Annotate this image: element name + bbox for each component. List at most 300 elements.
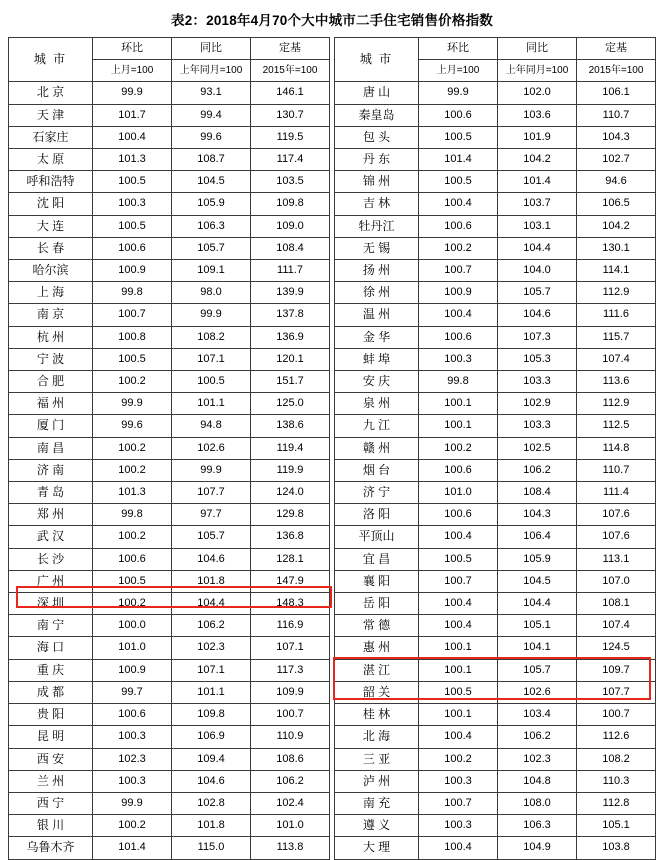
value-cell: 106.2	[172, 615, 251, 637]
table-head-right	[335, 38, 656, 82]
city-name-cell: 广 州	[9, 570, 93, 592]
table-row	[335, 770, 656, 792]
value-cell: 101.0	[93, 637, 172, 659]
city-name-cell: 合 肥	[9, 371, 93, 393]
value-cell: 99.9	[419, 82, 498, 104]
city-name-cell: 烟 台	[335, 459, 419, 481]
table-row	[335, 659, 656, 681]
table-row	[9, 149, 330, 171]
city-name-cell: 温 州	[335, 304, 419, 326]
value-cell: 100.4	[419, 526, 498, 548]
value-cell: 100.2	[93, 815, 172, 837]
value-cell: 105.7	[172, 526, 251, 548]
value-cell: 101.4	[498, 171, 577, 193]
value-cell: 100.5	[172, 371, 251, 393]
value-cell: 100.5	[419, 171, 498, 193]
city-name-cell: 济 南	[9, 459, 93, 481]
value-cell: 105.1	[577, 815, 656, 837]
value-cell: 112.9	[577, 282, 656, 304]
value-cell: 106.3	[498, 815, 577, 837]
value-cell: 100.2	[93, 593, 172, 615]
value-cell: 110.7	[577, 104, 656, 126]
value-cell: 100.4	[419, 304, 498, 326]
value-cell: 104.4	[172, 593, 251, 615]
table-row	[335, 593, 656, 615]
header-group-base-right: 定基	[577, 38, 656, 60]
table-row	[335, 171, 656, 193]
city-name-cell: 泉 州	[335, 393, 419, 415]
value-cell: 148.3	[251, 593, 330, 615]
table-row	[9, 681, 330, 703]
table-row	[335, 371, 656, 393]
value-cell: 99.9	[172, 459, 251, 481]
value-cell: 106.9	[172, 726, 251, 748]
value-cell: 105.7	[498, 282, 577, 304]
value-cell: 98.0	[172, 282, 251, 304]
value-cell: 100.4	[419, 615, 498, 637]
value-cell: 100.6	[93, 704, 172, 726]
city-name-cell: 乌鲁木齐	[9, 837, 93, 859]
header-group-yoy-left: 同比	[172, 38, 251, 60]
value-cell: 100.1	[419, 393, 498, 415]
value-cell: 103.5	[251, 171, 330, 193]
value-cell: 106.3	[172, 215, 251, 237]
value-cell: 103.4	[498, 704, 577, 726]
value-cell: 111.7	[251, 260, 330, 282]
city-name-cell: 南 昌	[9, 437, 93, 459]
value-cell: 100.6	[419, 504, 498, 526]
value-cell: 100.3	[93, 726, 172, 748]
city-name-cell: 锦 州	[335, 171, 419, 193]
value-cell: 100.2	[419, 437, 498, 459]
table-row	[9, 304, 330, 326]
city-name-cell: 沈 阳	[9, 193, 93, 215]
value-cell: 108.4	[498, 482, 577, 504]
table-head-left	[9, 38, 330, 82]
value-cell: 100.3	[419, 770, 498, 792]
value-cell: 100.6	[419, 104, 498, 126]
value-cell: 107.6	[577, 504, 656, 526]
value-cell: 100.2	[419, 237, 498, 259]
value-cell: 102.7	[577, 149, 656, 171]
value-cell: 100.6	[93, 237, 172, 259]
table-row	[9, 104, 330, 126]
value-cell: 109.9	[251, 681, 330, 703]
value-cell: 101.4	[419, 149, 498, 171]
value-cell: 99.8	[93, 504, 172, 526]
city-name-cell: 兰 州	[9, 770, 93, 792]
table-row	[335, 260, 656, 282]
value-cell: 102.8	[172, 792, 251, 814]
value-cell: 102.3	[172, 637, 251, 659]
page-title: 表2：2018年4月70个大中城市二手住宅销售价格指数	[171, 13, 493, 28]
city-name-cell: 泸 州	[335, 770, 419, 792]
value-cell: 104.3	[498, 504, 577, 526]
value-cell: 102.6	[172, 437, 251, 459]
city-name-cell: 呼和浩特	[9, 171, 93, 193]
table-row	[335, 193, 656, 215]
value-cell: 104.6	[172, 770, 251, 792]
value-cell: 130.1	[577, 237, 656, 259]
value-cell: 100.4	[93, 126, 172, 148]
table-row	[9, 593, 330, 615]
table-row	[9, 393, 330, 415]
value-cell: 102.5	[498, 437, 577, 459]
value-cell: 119.4	[251, 437, 330, 459]
city-name-cell: 三 亚	[335, 748, 419, 770]
value-cell: 102.3	[498, 748, 577, 770]
header-city-right: 城 市	[335, 38, 419, 82]
table-row	[335, 570, 656, 592]
value-cell: 100.7	[93, 304, 172, 326]
table-row	[335, 792, 656, 814]
value-cell: 100.5	[419, 548, 498, 570]
city-name-cell: 牡丹江	[335, 215, 419, 237]
value-cell: 100.4	[419, 837, 498, 859]
table-row	[9, 659, 330, 681]
city-name-cell: 昆 明	[9, 726, 93, 748]
value-cell: 100.7	[419, 260, 498, 282]
city-name-cell: 韶 关	[335, 681, 419, 703]
value-cell: 113.8	[251, 837, 330, 859]
table-row	[9, 171, 330, 193]
value-cell: 119.5	[251, 126, 330, 148]
header-city-left: 城 市	[9, 38, 93, 82]
value-cell: 113.6	[577, 371, 656, 393]
value-cell: 100.6	[419, 326, 498, 348]
table-row	[335, 815, 656, 837]
city-name-cell: 唐 山	[335, 82, 419, 104]
city-name-cell: 丹 东	[335, 149, 419, 171]
table-row	[335, 149, 656, 171]
table-row	[335, 482, 656, 504]
value-cell: 108.4	[251, 237, 330, 259]
value-cell: 103.3	[498, 371, 577, 393]
city-name-cell: 南 京	[9, 304, 93, 326]
value-cell: 101.1	[172, 393, 251, 415]
table-row	[335, 415, 656, 437]
value-cell: 138.6	[251, 415, 330, 437]
city-name-cell: 襄 阳	[335, 570, 419, 592]
value-cell: 103.8	[577, 837, 656, 859]
value-cell: 100.5	[93, 215, 172, 237]
table-row	[9, 615, 330, 637]
value-cell: 100.5	[93, 348, 172, 370]
value-cell: 108.6	[251, 748, 330, 770]
city-name-cell: 南 充	[335, 792, 419, 814]
value-cell: 147.9	[251, 570, 330, 592]
value-cell: 111.6	[577, 304, 656, 326]
city-name-cell: 石家庄	[9, 126, 93, 148]
value-cell: 109.1	[172, 260, 251, 282]
city-name-cell: 徐 州	[335, 282, 419, 304]
value-cell: 105.1	[498, 615, 577, 637]
value-cell: 110.7	[577, 459, 656, 481]
header-row-groups-right	[335, 38, 656, 60]
value-cell: 110.3	[577, 770, 656, 792]
value-cell: 102.6	[498, 681, 577, 703]
table-row	[335, 704, 656, 726]
table-row	[9, 260, 330, 282]
value-cell: 100.1	[419, 659, 498, 681]
table-row	[9, 126, 330, 148]
table-row	[335, 637, 656, 659]
value-cell: 100.6	[419, 459, 498, 481]
value-cell: 114.1	[577, 260, 656, 282]
table-row	[9, 459, 330, 481]
table-row	[9, 504, 330, 526]
value-cell: 103.3	[498, 415, 577, 437]
value-cell: 103.6	[498, 104, 577, 126]
value-cell: 99.8	[93, 282, 172, 304]
city-name-cell: 遵 义	[335, 815, 419, 837]
value-cell: 120.1	[251, 348, 330, 370]
value-cell: 106.5	[577, 193, 656, 215]
table-row	[335, 126, 656, 148]
value-cell: 104.8	[498, 770, 577, 792]
value-cell: 105.7	[172, 237, 251, 259]
city-name-cell: 武 汉	[9, 526, 93, 548]
table-body-right	[335, 82, 656, 859]
header-sub-base-left: 2015年=100	[251, 60, 330, 82]
table-row	[335, 459, 656, 481]
value-cell: 107.4	[577, 615, 656, 637]
city-name-cell: 大 连	[9, 215, 93, 237]
value-cell: 100.0	[93, 615, 172, 637]
value-cell: 130.7	[251, 104, 330, 126]
value-cell: 102.9	[498, 393, 577, 415]
value-cell: 101.0	[419, 482, 498, 504]
value-cell: 112.5	[577, 415, 656, 437]
header-sub-yoy-left: 上年同月=100	[172, 60, 251, 82]
value-cell: 100.5	[419, 126, 498, 148]
value-cell: 100.1	[419, 415, 498, 437]
value-cell: 99.4	[172, 104, 251, 126]
value-cell: 108.0	[498, 792, 577, 814]
table-row	[9, 748, 330, 770]
value-cell: 100.7	[251, 704, 330, 726]
value-cell: 106.2	[498, 459, 577, 481]
table-row	[335, 837, 656, 859]
value-cell: 101.3	[93, 482, 172, 504]
value-cell: 115.0	[172, 837, 251, 859]
table-row	[9, 326, 330, 348]
table-row	[9, 348, 330, 370]
value-cell: 106.1	[577, 82, 656, 104]
table-row	[9, 82, 330, 104]
value-cell: 139.9	[251, 282, 330, 304]
table-row	[9, 371, 330, 393]
city-name-cell: 秦皇岛	[335, 104, 419, 126]
value-cell: 105.9	[498, 548, 577, 570]
city-name-cell: 郑 州	[9, 504, 93, 526]
value-cell: 101.9	[498, 126, 577, 148]
city-name-cell: 桂 林	[335, 704, 419, 726]
table-row	[9, 792, 330, 814]
value-cell: 101.7	[93, 104, 172, 126]
city-name-cell: 北 京	[9, 82, 93, 104]
table-row	[335, 215, 656, 237]
table-row	[9, 570, 330, 592]
table-row	[9, 837, 330, 859]
city-name-cell: 贵 阳	[9, 704, 93, 726]
city-name-cell: 青 岛	[9, 482, 93, 504]
value-cell: 100.3	[93, 193, 172, 215]
city-name-cell: 海 口	[9, 637, 93, 659]
value-cell: 100.3	[419, 815, 498, 837]
value-cell: 94.8	[172, 415, 251, 437]
value-cell: 100.6	[419, 215, 498, 237]
value-cell: 100.4	[419, 726, 498, 748]
city-name-cell: 九 江	[335, 415, 419, 437]
value-cell: 101.4	[93, 837, 172, 859]
value-cell: 100.1	[419, 704, 498, 726]
value-cell: 100.3	[419, 348, 498, 370]
value-cell: 137.8	[251, 304, 330, 326]
city-name-cell: 扬 州	[335, 260, 419, 282]
price-index-table-right	[334, 37, 656, 860]
header-sub-mom-left: 上月=100	[93, 60, 172, 82]
value-cell: 111.4	[577, 482, 656, 504]
table-row	[335, 504, 656, 526]
value-cell: 107.1	[172, 659, 251, 681]
value-cell: 117.3	[251, 659, 330, 681]
value-cell: 136.8	[251, 526, 330, 548]
city-name-cell: 重 庆	[9, 659, 93, 681]
table-row	[335, 681, 656, 703]
value-cell: 100.5	[93, 570, 172, 592]
city-name-cell: 平顶山	[335, 526, 419, 548]
value-cell: 104.9	[498, 837, 577, 859]
table-row	[9, 548, 330, 570]
value-cell: 109.0	[251, 215, 330, 237]
value-cell: 151.7	[251, 371, 330, 393]
value-cell: 104.6	[172, 548, 251, 570]
table-row	[335, 348, 656, 370]
city-name-cell: 吉 林	[335, 193, 419, 215]
table-row	[335, 237, 656, 259]
city-name-cell: 无 锡	[335, 237, 419, 259]
value-cell: 94.6	[577, 171, 656, 193]
city-name-cell: 常 德	[335, 615, 419, 637]
table-row	[9, 282, 330, 304]
table-row	[9, 415, 330, 437]
table-row	[335, 437, 656, 459]
table-row	[335, 526, 656, 548]
value-cell: 99.9	[93, 792, 172, 814]
table-row	[335, 393, 656, 415]
header-group-mom-left: 环比	[93, 38, 172, 60]
city-name-cell: 北 海	[335, 726, 419, 748]
value-cell: 99.6	[93, 415, 172, 437]
value-cell: 116.9	[251, 615, 330, 637]
city-name-cell: 南 宁	[9, 615, 93, 637]
tables-container	[0, 37, 664, 860]
table-row	[9, 215, 330, 237]
header-sub-mom-right: 上月=100	[419, 60, 498, 82]
value-cell: 106.2	[251, 770, 330, 792]
value-cell: 124.0	[251, 482, 330, 504]
value-cell: 100.1	[419, 637, 498, 659]
city-name-cell: 大 理	[335, 837, 419, 859]
value-cell: 99.6	[172, 126, 251, 148]
value-cell: 105.7	[498, 659, 577, 681]
value-cell: 115.7	[577, 326, 656, 348]
value-cell: 112.6	[577, 726, 656, 748]
city-name-cell: 成 都	[9, 681, 93, 703]
city-name-cell: 湛 江	[335, 659, 419, 681]
table-row	[9, 237, 330, 259]
city-name-cell: 福 州	[9, 393, 93, 415]
value-cell: 99.9	[93, 82, 172, 104]
table-row	[335, 326, 656, 348]
value-cell: 100.4	[419, 193, 498, 215]
value-cell: 108.2	[172, 326, 251, 348]
value-cell: 101.8	[172, 815, 251, 837]
header-sub-base-right: 2015年=100	[577, 60, 656, 82]
value-cell: 102.3	[93, 748, 172, 770]
city-name-cell: 安 庆	[335, 371, 419, 393]
value-cell: 104.5	[172, 171, 251, 193]
city-name-cell: 银 川	[9, 815, 93, 837]
value-cell: 109.7	[577, 659, 656, 681]
value-cell: 128.1	[251, 548, 330, 570]
table-row	[335, 282, 656, 304]
value-cell: 107.4	[577, 348, 656, 370]
value-cell: 107.1	[172, 348, 251, 370]
table-row	[335, 104, 656, 126]
value-cell: 100.7	[419, 792, 498, 814]
value-cell: 100.6	[93, 548, 172, 570]
value-cell: 117.4	[251, 149, 330, 171]
value-cell: 100.2	[93, 526, 172, 548]
value-cell: 104.2	[498, 149, 577, 171]
price-index-table-left	[8, 37, 330, 860]
city-name-cell: 宜 昌	[335, 548, 419, 570]
value-cell: 106.4	[498, 526, 577, 548]
value-cell: 107.6	[577, 526, 656, 548]
table-row	[9, 815, 330, 837]
value-cell: 104.5	[498, 570, 577, 592]
value-cell: 99.7	[93, 681, 172, 703]
value-cell: 100.5	[93, 171, 172, 193]
value-cell: 100.3	[93, 770, 172, 792]
table-row	[9, 526, 330, 548]
table-row	[335, 304, 656, 326]
table-row	[9, 437, 330, 459]
table-row	[335, 82, 656, 104]
city-name-cell: 厦 门	[9, 415, 93, 437]
value-cell: 107.1	[251, 637, 330, 659]
city-name-cell: 包 头	[335, 126, 419, 148]
value-cell: 100.4	[419, 593, 498, 615]
city-name-cell: 西 宁	[9, 792, 93, 814]
city-name-cell: 太 原	[9, 149, 93, 171]
value-cell: 104.6	[498, 304, 577, 326]
value-cell: 105.9	[172, 193, 251, 215]
city-name-cell: 金 华	[335, 326, 419, 348]
city-name-cell: 哈尔滨	[9, 260, 93, 282]
value-cell: 109.8	[251, 193, 330, 215]
value-cell: 146.1	[251, 82, 330, 104]
value-cell: 108.2	[577, 748, 656, 770]
value-cell: 104.4	[498, 593, 577, 615]
table-row	[9, 637, 330, 659]
header-group-base-left: 定基	[251, 38, 330, 60]
header-group-yoy-right: 同比	[498, 38, 577, 60]
value-cell: 109.8	[172, 704, 251, 726]
value-cell: 93.1	[172, 82, 251, 104]
